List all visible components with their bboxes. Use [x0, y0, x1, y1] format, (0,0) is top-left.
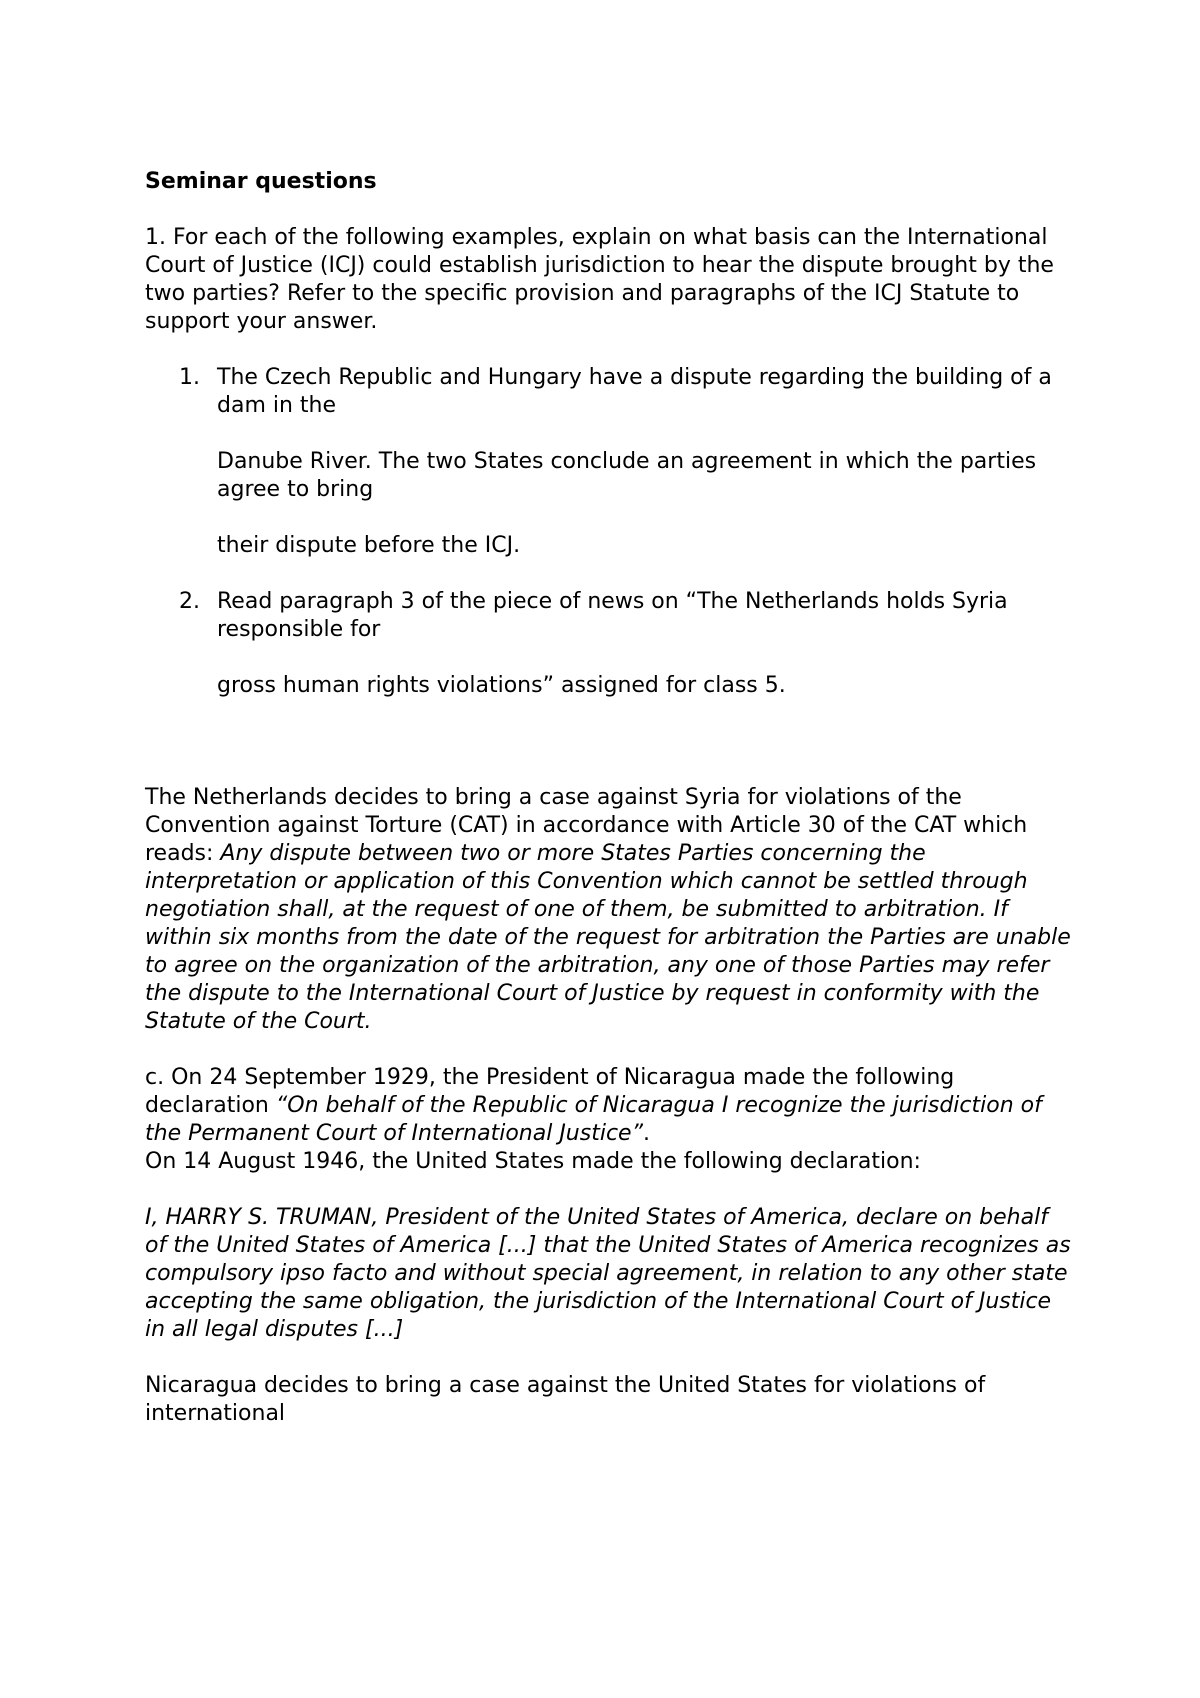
list-item-text: Danube River. The two States conclude an agreement in which the parties agree to bring	[217, 449, 1037, 502]
spacer	[145, 728, 1075, 784]
list-item-text: Read paragraph 3 of the piece of news on “The Netherlands holds Syria responsible for	[217, 589, 1008, 642]
question-1: 1. For each of the following examples, explain on what basis can the International Court of Justice (ICJ) could establish jurisdiction to hear the dispute brought by the two parties? Refer to the specific provision and paragraphs of the ICJ Statute to support your answer.	[145, 225, 1054, 334]
us-declaration-intro: On 14 August 1946, the United States made the following declaration:	[145, 1149, 921, 1174]
truman-quote: I, HARRY S. TRUMAN, President of the United States of America, declare on behalf of the United States of America [...] that the United States of America recognizes as compulsory ipso facto and without special agreement, in relation to any other state accepting the same obligation, the jurisdiction of the International Court of Justice in all legal disputes [...]	[145, 1205, 1071, 1342]
nicaragua-intro: c. On 24 September 1929, the President of Nicaragua made the following declaration	[145, 1065, 955, 1118]
list-item-number: 1.	[179, 365, 200, 390]
document-content	[145, 168, 1075, 1456]
list-item-number: 2.	[179, 589, 200, 614]
list-item-text: their dispute before the ICJ.	[217, 533, 521, 558]
netherlands-paragraph	[145, 784, 1075, 1036]
nicaragua-end: .	[642, 1121, 650, 1146]
list-item-text: The Czech Republic and Hungary have a dispute regarding the building of a dam in the	[217, 365, 1052, 418]
nicaragua-quote: “On behalf of the Republic of Nicaragua I recognize the jurisdiction of the Permanent Court of International Justice”	[145, 1093, 1042, 1146]
page-title: Seminar questions	[145, 169, 377, 194]
netherlands-intro: The Netherlands decides to bring a case against Syria for violations of the Convention against Torture (CAT) in accordance with Article 30 of the CAT which reads:	[145, 785, 1028, 866]
cat-article-quote: Any dispute between two or more States Parties concerning the interpretation or application of this Convention which cannot be settled through negotiation shall, at the request of one of them, be submitted to arbitration. If within six months from the date of the request for arbitration the Parties are unable to agree on the organization of the arbitration, any one of those Parties may refer the dispute to the International Court of Justice by request in conformity with the Statute of the Court.	[145, 841, 1071, 1034]
nicaragua-declaration-paragraph	[145, 1064, 1075, 1148]
truman-declaration-paragraph	[145, 1204, 1075, 1344]
example-list	[145, 364, 1075, 700]
nicaragua-case-paragraph: Nicaragua decides to bring a case against the United States for violations of international	[145, 1373, 986, 1426]
list-item	[145, 588, 1075, 700]
list-item-text: gross human rights violations” assigned for class 5.	[217, 673, 786, 698]
list-item	[145, 364, 1075, 560]
